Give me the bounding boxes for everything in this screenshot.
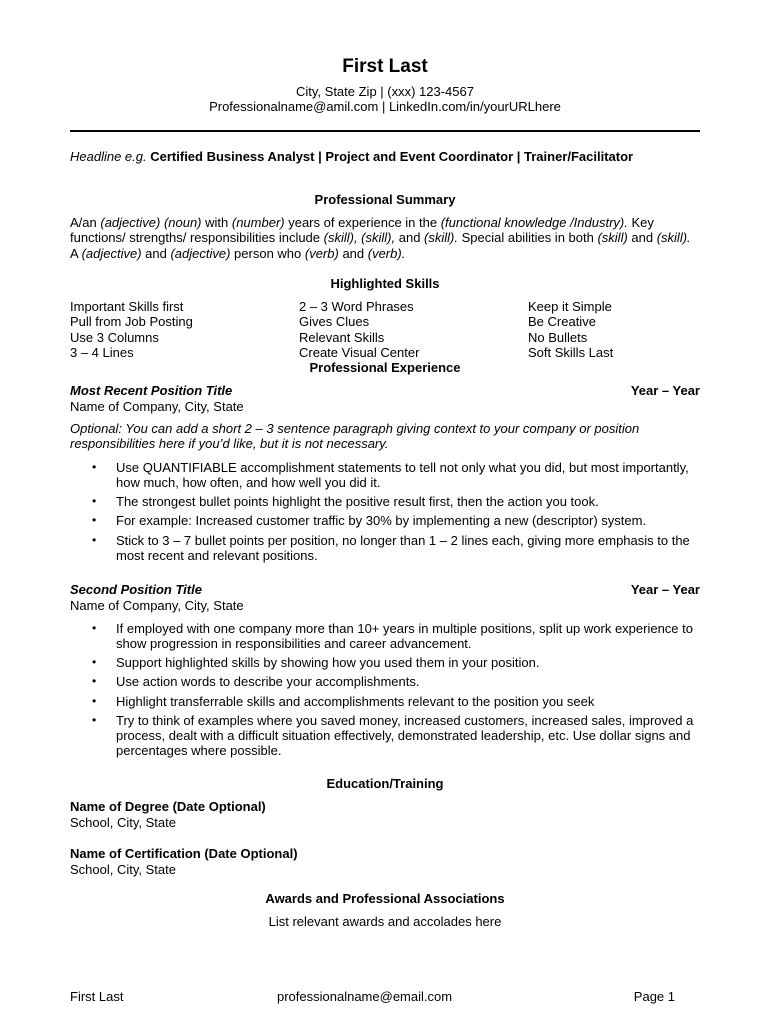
summary-placeholder: (adjective) (noun) (100, 215, 202, 230)
summary-text: years of experience in the (284, 215, 441, 230)
skill-item: Soft Skills Last (528, 344, 614, 360)
summary-placeholder: (skill), (skill), (323, 230, 396, 246)
skill-item: 3 – 4 Lines (70, 344, 134, 360)
experience-heading: Professional Experience (309, 360, 461, 375)
summary-placeholder: (adjective) (81, 245, 142, 261)
bullet-item (92, 513, 702, 528)
skills-heading: Highlighted Skills (330, 276, 440, 291)
summary-text: Special abilities in both (457, 230, 598, 246)
footer-page: Page 1 (633, 989, 675, 1004)
skill-item: Create Visual Center (299, 344, 420, 360)
bullet-item (92, 694, 702, 709)
summary-text: and (627, 230, 657, 246)
footer-name: First Last (70, 989, 124, 1004)
bullet-glyph: • (92, 494, 97, 509)
skills-column-1 (70, 299, 193, 360)
summary-text: and (395, 230, 425, 246)
skill-item: Gives Clues (299, 314, 370, 330)
location-phone: City, State Zip | (xxx) 123-4567 (296, 84, 474, 99)
header-divider (70, 130, 700, 132)
summary-text: and (141, 245, 171, 261)
bullet-text: For example: Increased customer traffic by 30% by implementing a new (descriptor) system. (116, 513, 647, 529)
summary-placeholder: (functional knowledge /Industry). (440, 215, 628, 230)
skill-item: Use 3 Columns (70, 329, 159, 345)
summary-text: person who (230, 245, 305, 261)
position-bullets (92, 621, 702, 762)
bullet-glyph: • (92, 513, 97, 528)
skill-item: Keep it Simple (528, 299, 612, 314)
summary-placeholder: (verb). (367, 245, 406, 261)
bullet-text: Use QUANTIFIABLE accomplishment statements to tell not only what you did, but most importantly, how much, how often, and how well you did it. (116, 460, 689, 491)
bullet-text: Stick to 3 – 7 bullet points per position, no longer than 1 – 2 lines each, giving more emphasis to the most recent and relevant positions. (116, 532, 690, 563)
skill-item: No Bullets (528, 329, 588, 345)
bullet-item (92, 674, 702, 689)
resume-name: First Last (342, 56, 428, 77)
bullet-glyph: • (92, 621, 97, 635)
position-bullets (92, 460, 702, 567)
education-heading: Education/Training (326, 776, 444, 791)
summary-text: A (70, 245, 82, 261)
headline-text: Certified Business Analyst | Project and Event Coordinator | Trainer/Facilitator (150, 149, 634, 164)
bullet-item (92, 494, 702, 509)
position-years: Year – Year (630, 582, 700, 597)
footer-email: professionalname@email.com (277, 989, 453, 1004)
position-title: Most Recent Position Title (70, 383, 233, 398)
bullet-glyph: • (92, 460, 97, 474)
summary-text: A/an (70, 215, 101, 230)
contact-block (70, 84, 700, 115)
certification-name: Name of Certification (Date Optional) (70, 846, 298, 861)
skill-item: Pull from Job Posting (70, 314, 193, 330)
summary-placeholder: (skill). (656, 230, 691, 246)
bullet-glyph: • (92, 693, 97, 708)
position-title: Second Position Title (70, 582, 202, 597)
bullet-glyph: • (92, 655, 97, 670)
summary-placeholder: (adjective) (170, 245, 231, 261)
bullet-glyph: • (92, 532, 97, 547)
summary-text: Key functions/ strengths/ responsibilities include (70, 215, 654, 246)
bullet-item (92, 460, 702, 491)
degree-school: School, City, State (70, 815, 176, 830)
bullet-text: Highlight transferrable skills and accomplishments relevant to the position you seek (116, 693, 595, 709)
skill-item: Relevant Skills (299, 329, 385, 345)
bullet-item (92, 533, 702, 564)
summary-placeholder: (skill) (597, 230, 628, 246)
bullet-item (92, 621, 702, 652)
awards-text: List relevant awards and accolades here (268, 914, 502, 929)
bullet-item (92, 713, 702, 759)
bullet-text: If employed with one company more than 10+ years in multiple positions, split up work experience to show progression in responsibilities and career advancement. (116, 621, 693, 652)
degree-name: Name of Degree (Date Optional) (70, 799, 266, 814)
summary-placeholder: (skill). (424, 230, 458, 246)
certification-school: School, City, State (70, 862, 176, 877)
bullet-text: Use action words to describe your accomplishments. (116, 674, 420, 690)
headline-prefix: Headline e.g. (70, 149, 147, 164)
skills-column-3 (528, 299, 613, 360)
summary-heading: Professional Summary (314, 192, 456, 207)
summary-text: and (338, 245, 368, 261)
headline (70, 149, 710, 164)
bullet-glyph: • (92, 712, 97, 727)
skill-item: Be Creative (528, 314, 596, 330)
skills-column-2 (299, 299, 419, 360)
bullet-text: Support highlighted skills by showing how you used them in your position. (116, 655, 540, 671)
summary-text: with (201, 215, 232, 230)
bullet-glyph: • (92, 674, 97, 689)
bullet-text: Try to think of examples where you saved money, increased customers, increased sales, improved a process, dealt with a difficult situation effectively, demonstrated leadership, etc. Use dollar signs and percentages where possible. (116, 712, 694, 759)
summary-paragraph (70, 215, 700, 261)
position-company: Name of Company, City, State (70, 399, 244, 414)
email-linkedin: Professionalname@amil.com | LinkedIn.com/in/yourURLhere (209, 99, 561, 115)
bullet-item (92, 655, 702, 670)
position-years: Year – Year (630, 383, 700, 398)
summary-placeholder: (number) (231, 215, 285, 230)
bullet-text: The strongest bullet points highlight the positive result first, then the action you took. (116, 494, 599, 510)
position-context: Optional: You can add a short 2 – 3 sentence paragraph giving context to your company or position responsibilities here if you’d like, but it is not necessary. (70, 421, 640, 452)
awards-heading: Awards and Professional Associations (265, 891, 505, 906)
skill-item: Important Skills first (70, 299, 184, 314)
position-company: Name of Company, City, State (70, 598, 244, 613)
summary-placeholder: (verb) (304, 245, 339, 261)
skill-item: 2 – 3 Word Phrases (299, 299, 414, 314)
